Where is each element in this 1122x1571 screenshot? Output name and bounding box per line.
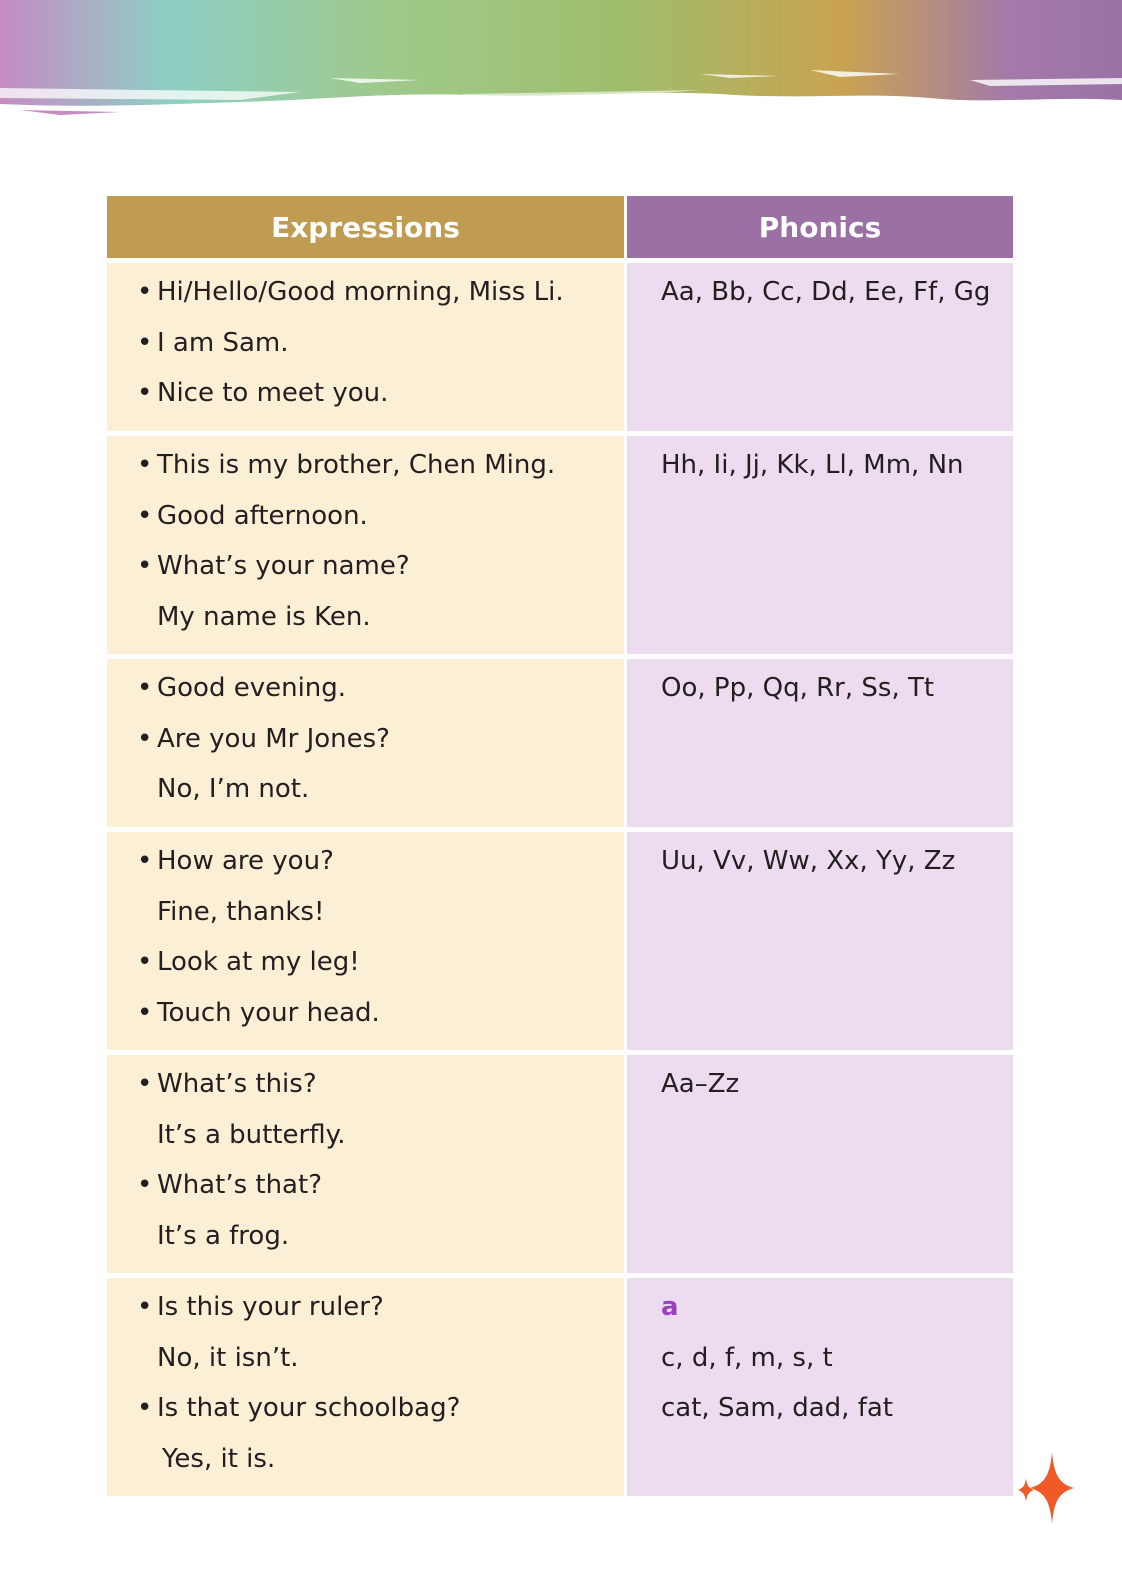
expression-line bbox=[137, 1216, 624, 1267]
bullet-icon: • bbox=[137, 723, 153, 754]
phonics-line: cat, Sam, dad, fat bbox=[661, 1393, 893, 1424]
expression-line bbox=[137, 942, 624, 993]
expression-line bbox=[137, 993, 624, 1044]
expressions-cell bbox=[107, 263, 624, 431]
bullet-icon: • bbox=[137, 1069, 153, 1099]
sparkle-star-icon bbox=[1012, 1448, 1078, 1528]
expression-line bbox=[137, 1388, 624, 1439]
expression-text: Look at my leg! bbox=[157, 947, 360, 978]
expression-line bbox=[137, 272, 624, 323]
expression-line bbox=[137, 1439, 624, 1490]
phonics-cell bbox=[627, 436, 1013, 654]
bullet-icon: • bbox=[137, 1292, 153, 1322]
phonics-line: Aa, Bb, Cc, Dd, Ee, Ff, Gg bbox=[661, 277, 991, 307]
bullet-icon: • bbox=[137, 378, 153, 409]
review-table bbox=[107, 196, 1013, 1496]
expression-line bbox=[137, 496, 624, 547]
expressions-cell bbox=[107, 1055, 624, 1273]
expressions-cell bbox=[107, 832, 624, 1050]
phonics-line: Oo, Pp, Qq, Rr, Ss, Tt bbox=[661, 673, 935, 703]
phonics-cell bbox=[627, 1278, 1013, 1496]
bullet-icon: • bbox=[137, 846, 153, 876]
bullet-icon: • bbox=[137, 1170, 153, 1201]
phonics-cell bbox=[627, 1055, 1013, 1273]
bullet-icon: • bbox=[137, 450, 153, 480]
expression-line bbox=[137, 769, 624, 820]
phonics-header: Phonics bbox=[758, 210, 882, 244]
expression-text: Nice to meet you. bbox=[157, 378, 389, 409]
expression-line bbox=[137, 841, 624, 892]
expression-text: Are you Mr Jones? bbox=[157, 723, 390, 754]
expressions-header: Expressions bbox=[271, 210, 460, 244]
expression-text: This is my brother, Chen Ming. bbox=[157, 450, 556, 480]
table-row bbox=[107, 1055, 1013, 1273]
expression-line bbox=[137, 668, 624, 719]
expression-line bbox=[137, 323, 624, 374]
expression-line bbox=[137, 719, 624, 770]
expressions-header-cell bbox=[107, 196, 624, 258]
phonics-line: Hh, Ii, Jj, Kk, Ll, Mm, Nn bbox=[661, 450, 964, 480]
expression-text: Is that your schoolbag? bbox=[157, 1393, 461, 1424]
table-row bbox=[107, 263, 1013, 431]
phonics-cell bbox=[627, 832, 1013, 1050]
expression-line bbox=[137, 1064, 624, 1115]
table-row bbox=[107, 1278, 1013, 1496]
expression-line bbox=[137, 1338, 624, 1389]
expression-text: No, I’m not. bbox=[157, 774, 310, 805]
expression-line bbox=[137, 445, 624, 496]
expression-text: What’s this? bbox=[157, 1069, 317, 1099]
bullet-icon: • bbox=[137, 551, 153, 582]
expression-line bbox=[137, 1115, 624, 1166]
expression-text: Good afternoon. bbox=[157, 500, 368, 531]
expression-text: Touch your head. bbox=[157, 997, 380, 1028]
expressions-cell bbox=[107, 659, 624, 827]
expression-text: No, it isn’t. bbox=[157, 1342, 299, 1373]
expression-text: My name is Ken. bbox=[157, 601, 371, 632]
bullet-icon: • bbox=[137, 673, 153, 703]
expression-text: Yes, it is. bbox=[162, 1443, 276, 1474]
table-row bbox=[107, 659, 1013, 827]
bullet-icon: • bbox=[137, 947, 153, 978]
table-header bbox=[107, 196, 1013, 258]
expression-line bbox=[137, 373, 624, 424]
phonics-line: Uu, Vv, Ww, Xx, Yy, Zz bbox=[661, 846, 956, 876]
table-body bbox=[107, 258, 1013, 1496]
expression-text: Is this your ruler? bbox=[157, 1292, 384, 1322]
expression-line bbox=[137, 892, 624, 943]
expression-text: How are you? bbox=[157, 846, 334, 876]
table-row bbox=[107, 436, 1013, 654]
expression-line bbox=[137, 546, 624, 597]
expression-text: What’s that? bbox=[157, 1170, 322, 1201]
bullet-icon: • bbox=[137, 327, 153, 358]
expression-text: Good evening. bbox=[157, 673, 347, 703]
bullet-icon: • bbox=[137, 1393, 153, 1424]
phonics-line: c, d, f, m, s, t bbox=[661, 1342, 833, 1373]
phonics-focus-letter: a bbox=[661, 1292, 679, 1322]
phonics-line: Aa–Zz bbox=[661, 1069, 740, 1099]
expression-text: I am Sam. bbox=[157, 327, 289, 358]
bullet-icon: • bbox=[137, 277, 153, 307]
expression-line bbox=[137, 597, 624, 648]
rainbow-brush-banner bbox=[0, 0, 1122, 130]
expression-text: What’s your name? bbox=[157, 551, 410, 582]
expressions-cell bbox=[107, 436, 624, 654]
table-row bbox=[107, 832, 1013, 1050]
expression-text: It’s a frog. bbox=[157, 1220, 290, 1251]
expression-line bbox=[137, 1165, 624, 1216]
phonics-cell bbox=[627, 263, 1013, 431]
phonics-header-cell bbox=[627, 196, 1013, 258]
expressions-cell bbox=[107, 1278, 624, 1496]
expression-text: Fine, thanks! bbox=[157, 896, 325, 927]
bullet-icon: • bbox=[137, 997, 153, 1028]
phonics-cell bbox=[627, 659, 1013, 827]
expression-line bbox=[137, 1287, 624, 1338]
expression-text: It’s a butterfly. bbox=[157, 1119, 346, 1150]
expression-text: Hi/Hello/Good morning, Miss Li. bbox=[157, 277, 564, 307]
bullet-icon: • bbox=[137, 500, 153, 531]
